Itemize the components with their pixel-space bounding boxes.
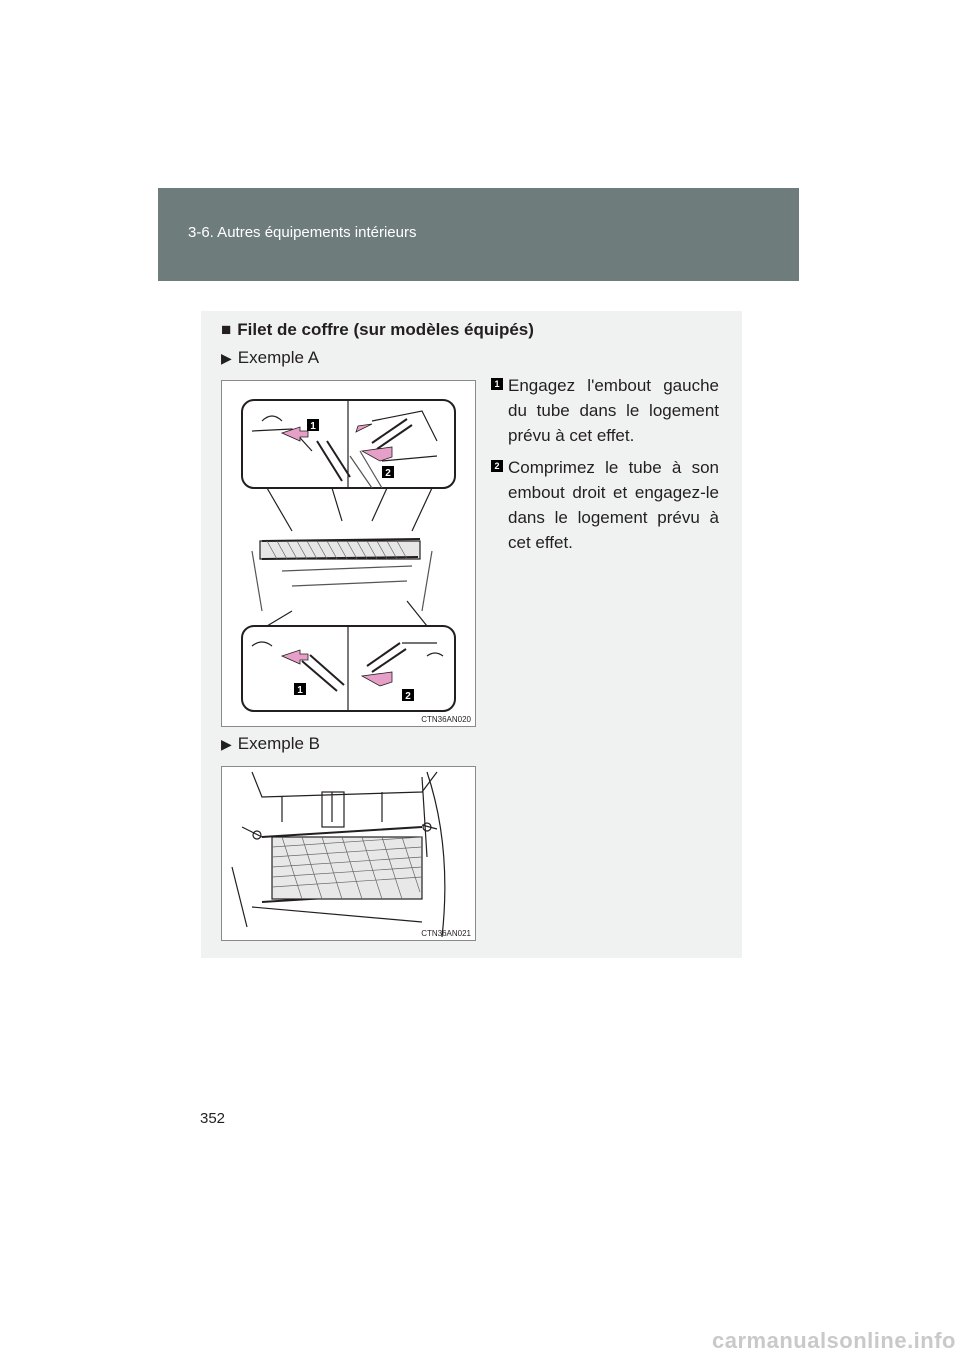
page-number: 352 xyxy=(200,1110,226,1127)
callout-1-bottom: 1 xyxy=(297,685,303,696)
trunk-net-illustration-b xyxy=(222,767,475,940)
figure-b-code: CTN36AN021 xyxy=(421,929,471,938)
chapter-header-bar xyxy=(158,188,799,281)
steps-list xyxy=(491,373,719,562)
trunk-net-illustration-a xyxy=(222,381,475,726)
step-number-badge: 2 xyxy=(491,460,503,472)
example-a-label xyxy=(221,348,319,368)
figure-example-a xyxy=(221,380,476,727)
step-text: Engagez l'embout gauche du tube dans le logement prévu à cet effet. xyxy=(508,376,719,445)
example-b-text: Exemple B xyxy=(237,734,320,753)
callout-1-top: 1 xyxy=(310,421,316,432)
step-number-badge: 1 xyxy=(491,378,503,390)
step-item xyxy=(491,455,719,555)
section-heading xyxy=(221,320,534,340)
step-text: Comprimez le tube à son embout droit et engagez-le dans le logement prévu à cet effet. xyxy=(508,458,719,552)
watermark: carmanualsonline.info xyxy=(712,1328,956,1353)
content-panel xyxy=(201,311,742,958)
chapter-title: 3-6. Autres équipements intérieurs xyxy=(188,224,417,241)
section-heading-text: Filet de coffre (sur modèles équipés) xyxy=(237,320,534,339)
square-bullet-icon: ■ xyxy=(221,320,232,339)
step-item xyxy=(491,373,719,448)
triangle-bullet-icon: ▶ xyxy=(221,350,232,366)
figure-example-b xyxy=(221,766,476,941)
figure-a-code: CTN36AN020 xyxy=(421,715,471,724)
callout-2-bottom: 2 xyxy=(405,691,411,702)
triangle-bullet-icon: ▶ xyxy=(221,736,232,752)
example-a-text: Exemple A xyxy=(237,348,320,367)
callout-2-top: 2 xyxy=(385,468,391,479)
example-b-label xyxy=(221,734,320,754)
